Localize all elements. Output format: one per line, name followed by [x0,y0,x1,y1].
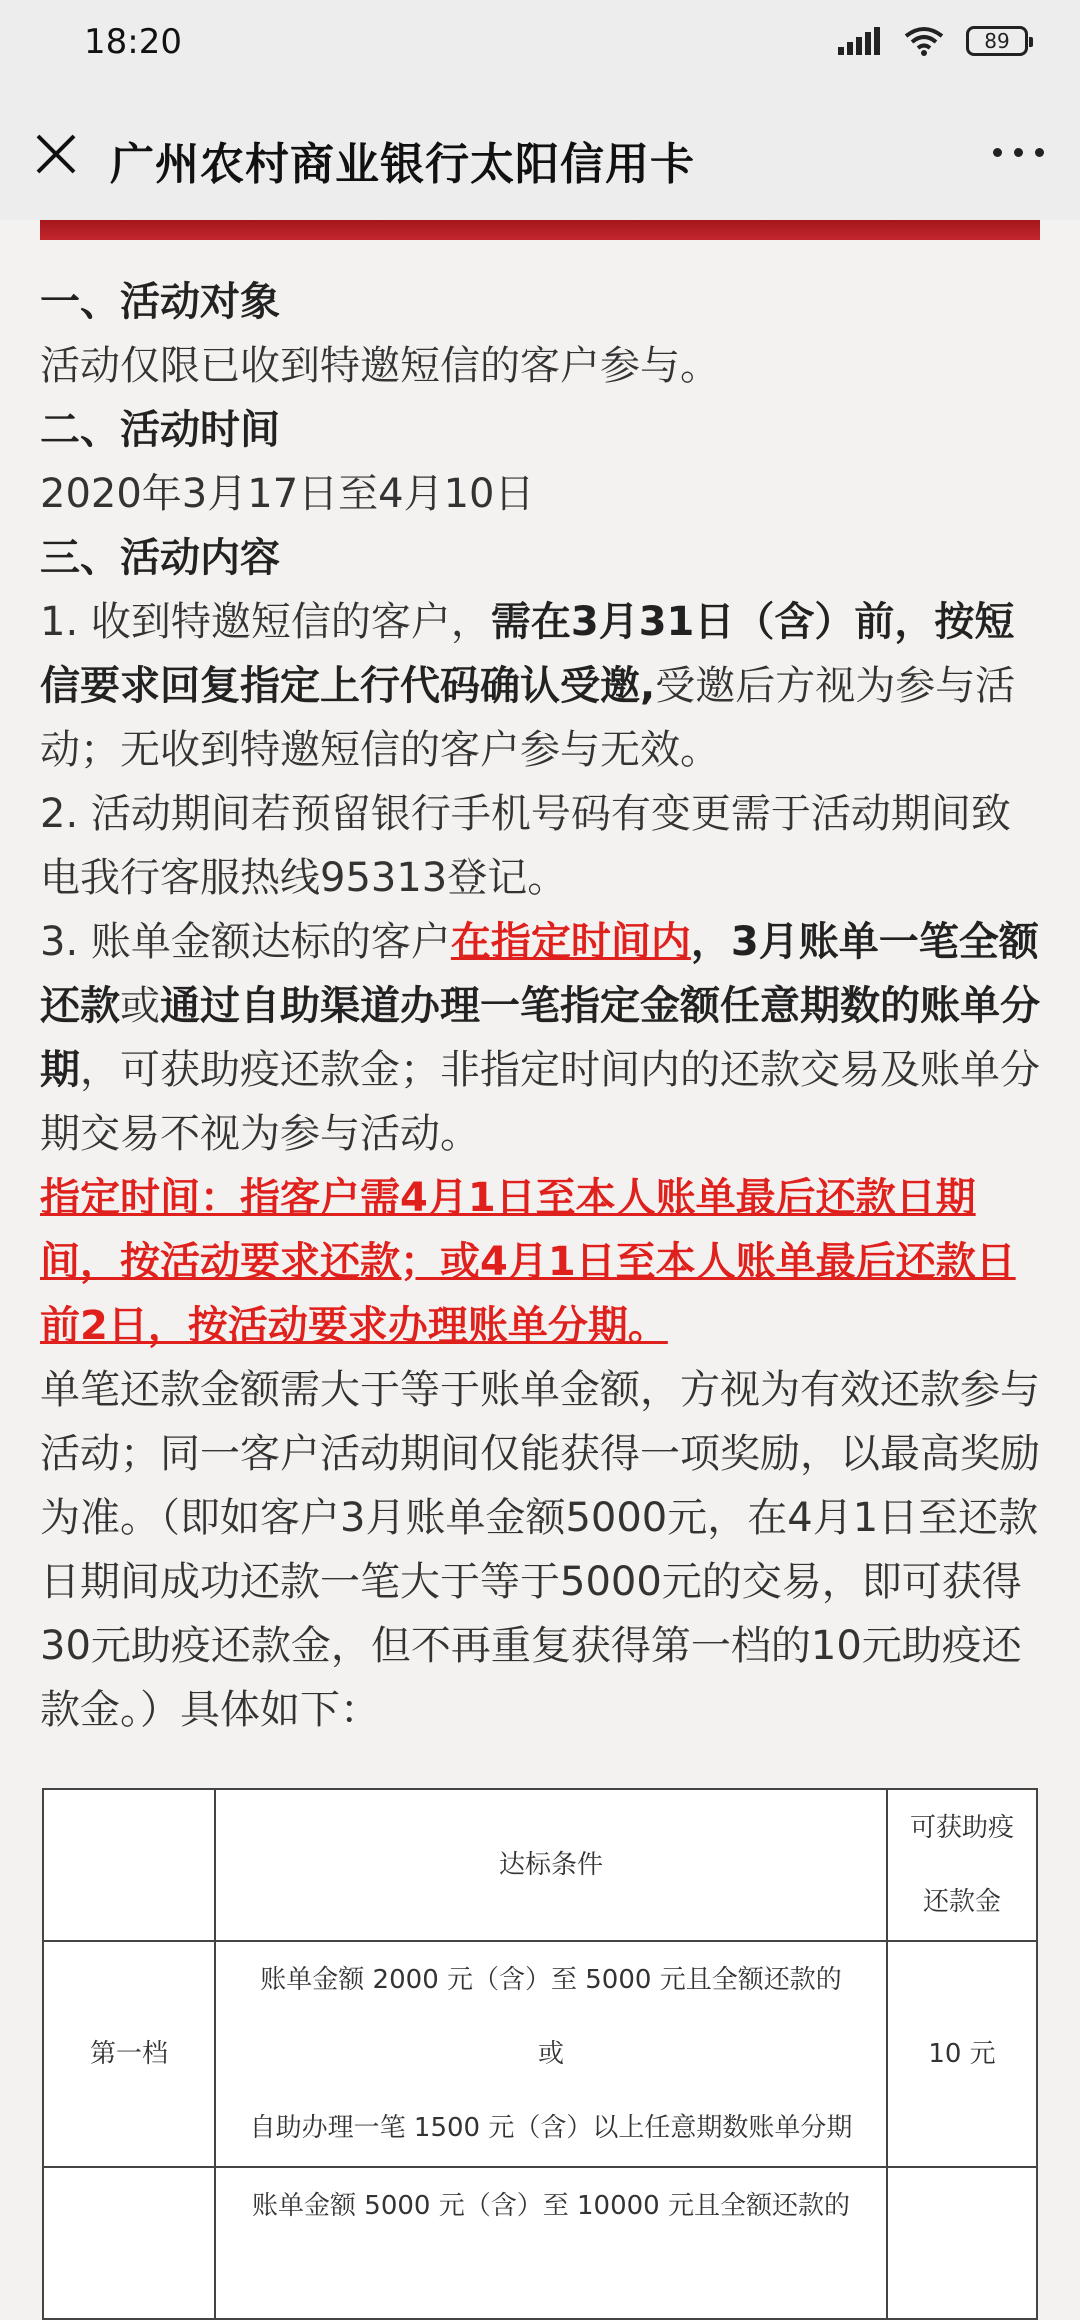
status-icons [838,26,1028,56]
table-row [43,2167,1037,2319]
tier-label [43,2167,215,2319]
condition-line [217,2243,885,2317]
condition-line: 账单金额 5000 元（含）至 10000 元且全额还款的 [252,2191,850,2221]
bold-text: 通过自助渠道办理一笔指定金额任意期数的账单分期 [40,983,1040,1093]
header-line: 可获助疫 [909,1813,1014,1843]
more-dot-icon [993,148,1002,157]
rule-item-1 [40,590,1040,782]
bold-text: 需在3月31日（含）前，按短信要求回复指定上行代码确认受邀, [40,599,1015,709]
wifi-icon [904,26,944,56]
condition-line: 自助办理一笔 1500 元（含）以上任意期数账单分期 [249,2113,853,2143]
table-header-row [43,1789,1037,1941]
highlight-text: 在指定时间内 [450,919,691,965]
status-time: 18:20 [84,22,182,62]
status-bar [0,0,1080,90]
rule-item-3 [40,910,1040,1166]
reward-table [42,1788,1038,2320]
text-run: ，可获助疫还款金；非指定时间内的还款交易及账单分期交易不视为参与活动。 [40,1047,1040,1157]
section-heading: 三、活动内容 [40,535,280,581]
article-content [40,270,1040,1742]
tier-reward [887,2167,1037,2319]
table-header-reward [887,1789,1037,1941]
battery-icon: 89 [966,26,1028,56]
text-run: 3. 账单金额达标的客户 [40,919,451,965]
condition-line: 账单金额 2000 元（含）至 5000 元且全额还款的 [260,1965,842,1995]
table-cell [43,1789,215,1941]
text-run: 受邀后方视为参与活动；无收到特邀短信的客户参与无效。 [40,663,1016,773]
header-line: 还款金 [922,1887,1001,1917]
bold-text: ，3月账单一笔全额还款 [40,919,1039,1029]
banner-image-edge [40,220,1040,240]
text-run: 1. 收到特邀短信的客户， [40,599,491,645]
signal-icon [838,27,882,55]
table-header-condition: 达标条件 [215,1789,887,1941]
nav-bar [0,90,1080,220]
more-dot-icon [1014,148,1023,157]
tier-label: 第一档 [43,1941,215,2167]
section-text: 2020年3月17日至4月10日 [40,471,535,517]
section-text: 活动仅限已收到特邀短信的客户参与。 [40,343,720,389]
section-heading: 一、活动对象 [40,279,280,325]
tier-reward: 10 元 [887,1941,1037,2167]
rule-paragraph: 单笔还款金额需大于等于账单金额，方视为有效还款参与活动；同一客户活动期间仅能获得一项奖励，以最高奖励为准。（即如客户3月账单金额5000元，在4月1日至还款日期间成功还款一笔大于等于5000元的交易，即可获得30元助疫还款金，但不再重复获得第一档的10元助疫还款金。）具体如下： [40,1367,1040,1733]
tier-condition [215,1941,887,2167]
condition-line: 或 [537,2039,564,2069]
designated-time-note: 指定时间：指客户需4月1日至本人账单最后还款日期间，按活动要求还款；或4月1日至本人账单最后还款日前2日，按活动要求办理账单分期。 [40,1175,1016,1349]
page-title: 广州农村商业银行太阳信用卡 [110,139,695,190]
close-icon[interactable] [30,128,82,180]
section-heading: 二、活动时间 [40,407,280,453]
more-dot-icon [1035,148,1044,157]
table-row [43,1941,1037,2167]
rule-item-2: 2. 活动期间若预留银行手机号码有变更需于活动期间致电我行客服热线95313登记。 [40,791,1011,901]
text-run: 或 [120,983,160,1029]
tier-condition [215,2167,887,2319]
more-menu-button[interactable] [993,148,1044,157]
